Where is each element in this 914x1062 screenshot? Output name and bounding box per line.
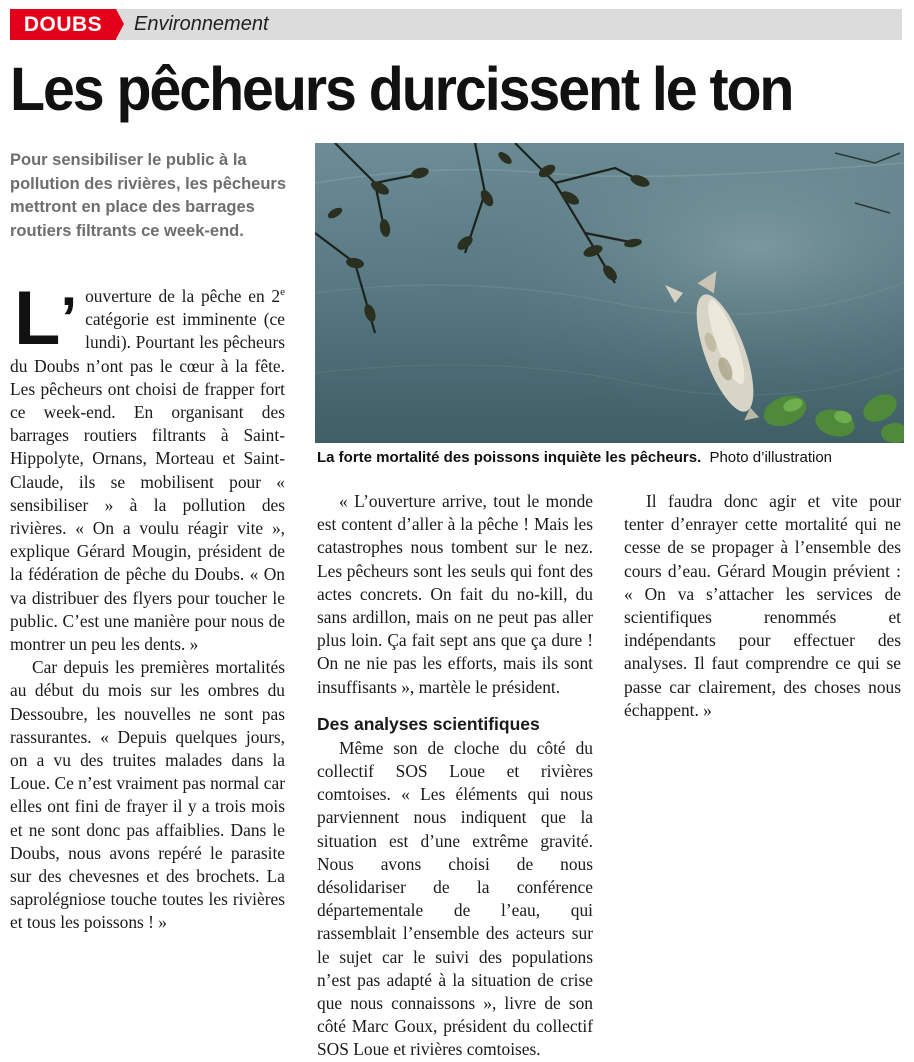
kicker-bar [10, 9, 902, 40]
article-paragraph: L’ ouverture de la pêche en 2e catégorie est imminente (ce lundi). Pourtant les pêcheurs du Doubs n’ont pas le cœur à la fête. Les pêcheurs ont choisi de frapper fort ce week-end. En organisant des barrages routiers filtrants à Saint-Hippolyte, Ornans, Morteau et Saint-Claude, ils se mobilisent pour « sensibiliser » à la pollution des rivières. « On a voulu réagir vite », explique Gérard Mougin, président de la fédération de pêche du Doubs. « On va distribuer des flyers pour toucher le public. C’est une manière pour nous de montrer un peu les dents. » [10, 276, 285, 655]
article-paragraph: Car depuis les premières mortalités au début du mois sur les ombres du Dessoubre, les nouvelles ne sont pas rassurantes. « Depuis quelques jours, on a vu des truites malades dans la Loue. Ce n’est vraiment pas normal car elles ont fini de frayer il y a trois mois et ne sont donc pas affaiblies. Dans le Doubs, nous avons repéré le parasite sur des chevesnes et des brochets. La saprolégniose touche toutes les rivières et tous les poissons ! » [10, 657, 285, 933]
article-paragraph: « L’ouverture arrive, tout le monde est content d’aller à la pêche ! Mais les catastrophes nous tombent sur le nez. Les pêcheurs sont les seuls qui font des actes concrets. On fait du no-kill, du sans ardillon, mais on ne peut pas aller plus loin. Ça fait sept ans que ça dure ! On ne nie pas les efforts, mais ils sont insuffisants », martèle le président. [317, 491, 593, 697]
article-paragraph: Il faudra donc agir et vite pour tenter d’enrayer cette mortalité qui ne cesse de se propager à l’ensemble des cours d’eau. Gérard Mougin prévient : « On va s’attacher les services de scientifiques renommés et indépendants pour effectuer des analyses. Il faut comprendre ce qui se passe car clairement, des choses nous échappent. » [624, 491, 901, 720]
section-tag: DOUBS [10, 9, 116, 40]
article-paragraph: Même son de cloche du côté du collectif SOS Loue et rivières comtoises. « Les éléments qui nous parviennent nous indiquent que la situation est d’une extrême gravité. Nous avons choisi de nous désolidariser de la conférence départementale de l’eau, qui rassemblait l’ensemble des acteurs sur le sujet car le suivi des populations n’est pas adapté à la situation de crise que nous connaissons », livre de son côté Marc Goux, président du collectif SOS Loue et rivières comtoises. [317, 737, 593, 1060]
photo-caption [317, 448, 907, 468]
article-column-2 [317, 490, 593, 1062]
photo-credit: Photo d’illustration [709, 449, 833, 466]
drop-cap: L’ [14, 276, 78, 361]
subheading: Des analyses scientifiques [317, 713, 540, 734]
lead-paragraph: Pour sensibiliser le public à la pollution des rivières, les pêcheurs mettront en place des barrages routiers filtrants ce week-end. [10, 151, 287, 240]
rubric-label: Environnement [134, 13, 269, 35]
article-photo [315, 143, 904, 443]
caption-text: La forte mortalité des poissons inquiète les pêcheurs. [317, 449, 702, 466]
article-column-3 [624, 490, 901, 722]
section-tag-arrow [116, 9, 124, 39]
article-column-1 [10, 276, 285, 935]
headline: Les pêcheurs durcissent le ton [10, 55, 793, 123]
dead-fish-in-river-image [315, 143, 904, 443]
